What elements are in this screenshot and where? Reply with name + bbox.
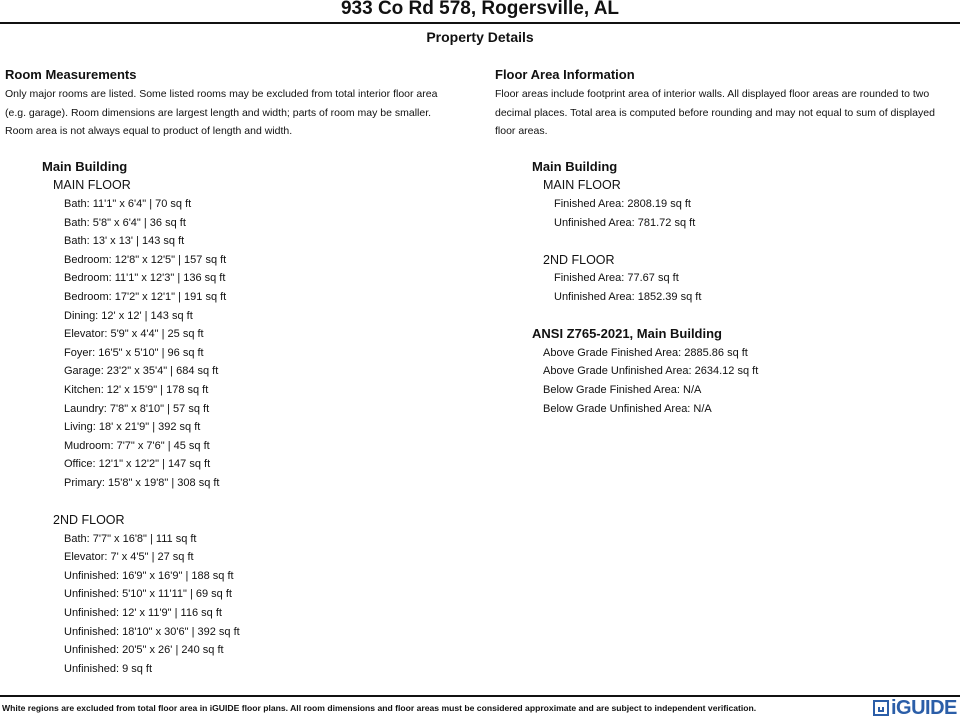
ansi-item: Above Grade Finished Area: 2885.86 sq ft	[543, 346, 748, 359]
area-floor-heading-main: MAIN FLOOR	[543, 178, 621, 193]
footer-disclaimer: White regions are excluded from total floor area in iGUIDE floor plans. All room dimensions and floor areas must be considered approximate and are subject to independent verification.	[2, 703, 757, 713]
room-measurements-note-line: (e.g. garage). Room dimensions are largest length and width; parts of room may be smaller.	[5, 106, 432, 119]
room-measurements-note-line: Room area is not always equal to product of length and width.	[5, 125, 293, 138]
room-item: Bath: 11'1" x 6'4" | 70 sq ft	[64, 197, 192, 210]
page-subtitle: Property Details	[426, 29, 534, 45]
title-divider	[0, 22, 960, 24]
floor-area-note-line: decimal places. Total area is computed before rounding and may not equal to sum of displayed	[495, 106, 935, 119]
room-item: Unfinished: 5'10" x 11'11" | 69 sq ft	[64, 588, 232, 601]
area-item: Unfinished Area: 1852.39 sq ft	[554, 290, 702, 303]
area-building-heading: Main Building	[532, 158, 618, 174]
room-item: Foyer: 16'5" x 5'10" | 96 sq ft	[64, 346, 204, 359]
brand-logo-text: iGUIDE	[891, 697, 957, 719]
room-item: Unfinished: 18'10" x 30'6" | 392 sq ft	[64, 625, 240, 638]
room-item: Unfinished: 20'5" x 26' | 240 sq ft	[64, 644, 224, 657]
room-item: Office: 12'1" x 12'2" | 147 sq ft	[64, 458, 211, 471]
room-item: Bedroom: 11'1" x 12'3" | 136 sq ft	[64, 272, 226, 285]
room-item: Bath: 13' x 13' | 143 sq ft	[64, 235, 185, 248]
room-item: Bedroom: 12'8" x 12'5" | 157 sq ft	[64, 253, 227, 266]
ansi-item: Above Grade Unfinished Area: 2634.12 sq ft	[543, 365, 759, 378]
page-title: 933 Co Rd 578, Rogersville, AL	[340, 0, 620, 19]
room-item: Kitchen: 12' x 15'9" | 178 sq ft	[64, 383, 209, 396]
room-measurements-title: Room Measurements	[5, 67, 137, 82]
room-item: Laundry: 7'8" x 8'10" | 57 sq ft	[64, 402, 210, 415]
room-item: Bath: 7'7" x 16'8" | 111 sq ft	[64, 532, 197, 545]
room-floor-heading-2nd: 2ND FLOOR	[53, 513, 125, 528]
room-item: Unfinished: 12' x 11'9" | 116 sq ft	[64, 607, 222, 620]
room-item: Living: 18' x 21'9" | 392 sq ft	[64, 421, 201, 434]
room-item: Bath: 5'8" x 6'4" | 36 sq ft	[64, 216, 186, 229]
room-item: Mudroom: 7'7" x 7'6" | 45 sq ft	[64, 439, 210, 452]
area-item: Finished Area: 77.67 sq ft	[554, 272, 679, 285]
floor-area-title: Floor Area Information	[495, 67, 635, 82]
floor-area-note-line: Floor areas include footprint area of interior walls. All displayed floor areas are rounded to two	[495, 88, 930, 100]
room-building-heading: Main Building	[42, 158, 128, 174]
floor-area-section	[495, 66, 960, 418]
brand-logo	[873, 698, 957, 718]
area-floor-heading-2nd: 2ND FLOOR	[543, 252, 615, 267]
room-item: Elevator: 5'9" x 4'4" | 25 sq ft	[64, 328, 204, 341]
room-item: Unfinished: 16'9" x 16'9" | 188 sq ft	[64, 569, 234, 582]
area-item: Unfinished Area: 781.72 sq ft	[554, 216, 696, 229]
room-item: Elevator: 7' x 4'5" | 27 sq ft	[64, 551, 194, 564]
room-item: Primary: 15'8" x 19'8" | 308 sq ft	[64, 476, 220, 489]
room-item: Unfinished: 9 sq ft	[64, 662, 153, 675]
ansi-item: Below Grade Unfinished Area: N/A	[543, 402, 712, 415]
footer-divider	[0, 695, 960, 697]
room-item: Dining: 12' x 12' | 143 sq ft	[64, 309, 193, 322]
room-item: Bedroom: 17'2" x 12'1" | 191 sq ft	[64, 290, 227, 303]
room-item: Garage: 23'2" x 35'4" | 684 sq ft	[64, 365, 219, 378]
iguide-logo-icon	[873, 700, 889, 716]
room-floor-heading-main: MAIN FLOOR	[53, 178, 131, 193]
floor-area-note-line: floor areas.	[495, 125, 548, 138]
area-item: Finished Area: 2808.19 sq ft	[554, 197, 691, 210]
room-measurements-section	[5, 66, 480, 678]
ansi-heading: ANSI Z765-2021, Main Building	[532, 326, 722, 342]
ansi-item: Below Grade Finished Area: N/A	[543, 383, 702, 396]
room-measurements-note-line: Only major rooms are listed. Some listed rooms may be excluded from total interior floor area	[5, 88, 438, 100]
